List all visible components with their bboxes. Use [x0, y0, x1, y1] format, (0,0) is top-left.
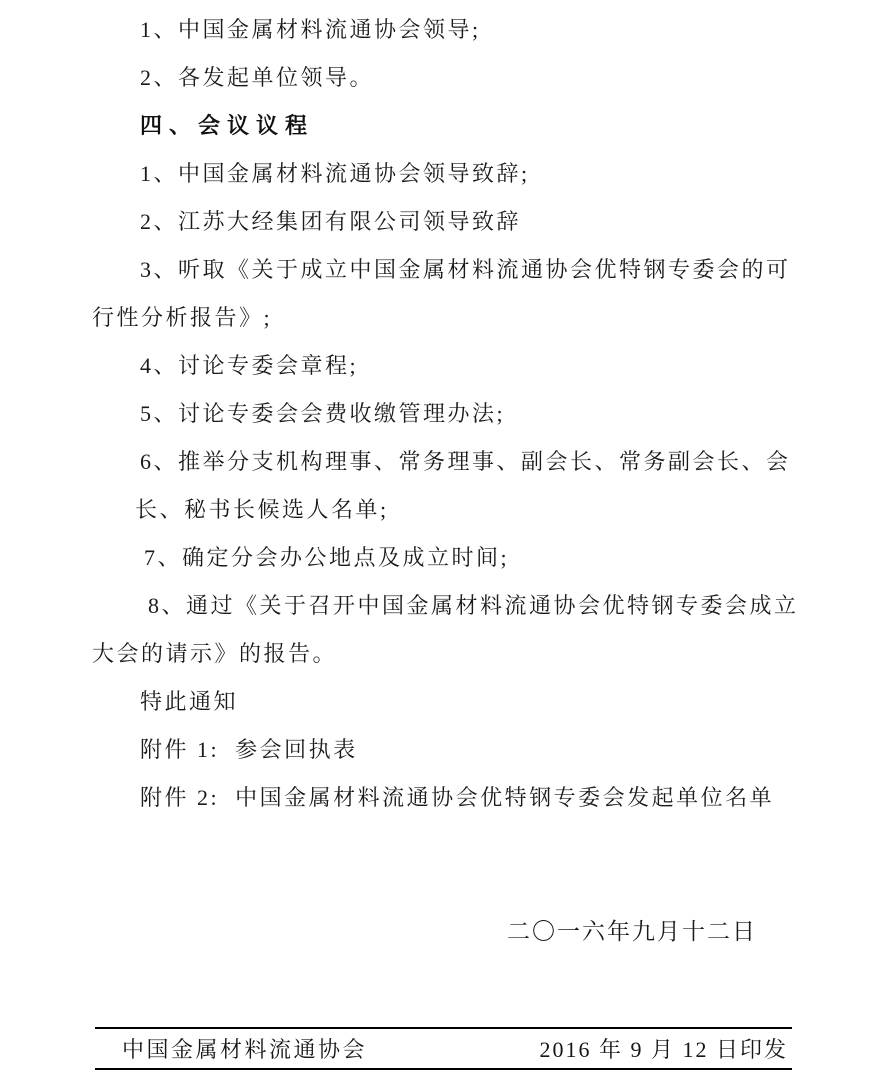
document-body — [85, 6, 799, 822]
document-line: 2、江苏大经集团有限公司领导致辞 — [140, 209, 522, 234]
document-line: 行性分析报告》; — [92, 305, 273, 330]
document-line: 1、中国金属材料流通协会领导; — [140, 17, 481, 42]
date-line: 二〇一六年九月十二日 — [507, 919, 757, 944]
document-line: 1、中国金属材料流通协会领导致辞; — [140, 161, 530, 186]
attachment-line: 附件 1: 参会回执表 — [140, 737, 358, 762]
attachment-line: 附件 2: 中国金属材料流通协会优特钢专委会发起单位名单 — [140, 785, 775, 810]
document-line: 大会的请示》的报告。 — [92, 641, 338, 666]
document-line: 3、听取《关于成立中国金属材料流通协会优特钢专委会的可 — [140, 257, 791, 282]
document-line: 长、秘书长候选人名单; — [135, 497, 389, 522]
footer-issuer: 中国金属材料流通协会 — [122, 1037, 368, 1062]
document-line: 2、各发起单位领导。 — [140, 65, 375, 90]
document-line: 6、推举分支机构理事、常务理事、副会长、常务副会长、会 — [140, 449, 791, 474]
document-line: 4、讨论专委会章程; — [140, 353, 359, 378]
footer-print-date: 2016 年 9 月 12 日印发 — [539, 1037, 788, 1062]
document-line: 8、通过《关于召开中国金属材料流通协会优特钢专委会成立 — [148, 593, 799, 618]
document-footer — [95, 1027, 792, 1070]
document-line: 5、讨论专委会会费收缴管理办法; — [140, 401, 506, 426]
section-heading: 四、会议议程 — [140, 113, 315, 138]
closing-notice-line: 特此通知 — [140, 689, 239, 714]
document-line: 7、确定分会办公地点及成立时间; — [144, 545, 510, 570]
